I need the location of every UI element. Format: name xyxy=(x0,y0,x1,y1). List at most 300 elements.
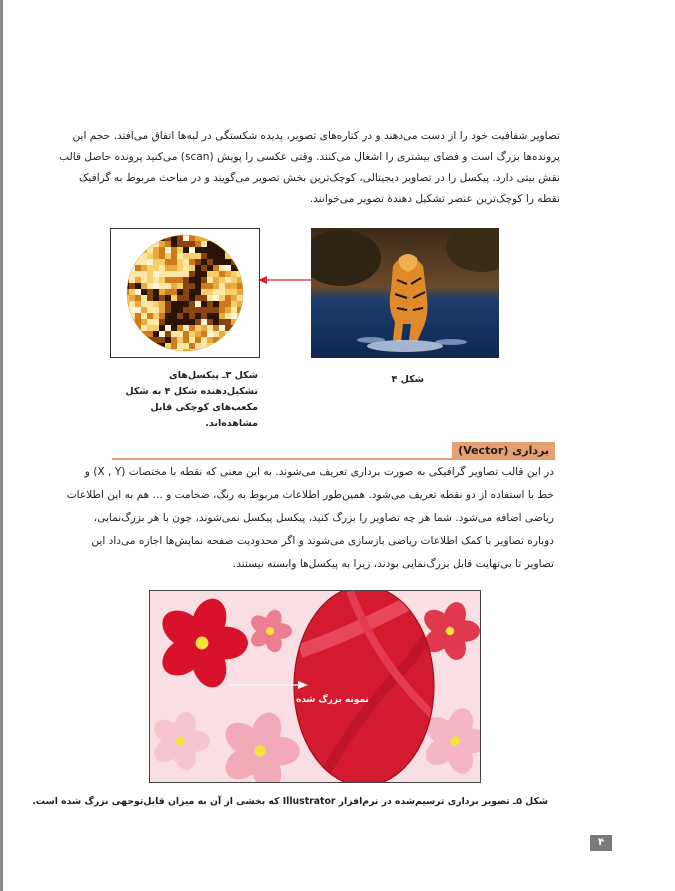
pixel-block xyxy=(183,277,189,283)
pixel-block xyxy=(159,331,165,337)
pixel-block xyxy=(165,229,171,235)
pixel-block xyxy=(123,343,129,349)
pixel-block xyxy=(117,259,123,265)
pixel-block xyxy=(129,235,135,241)
pixel-block xyxy=(195,331,201,337)
pixel-block xyxy=(213,235,219,241)
pixel-block xyxy=(183,331,189,337)
pixel-block xyxy=(189,319,195,325)
figure-pixelated-tiger-eye xyxy=(110,228,260,358)
pixel-block xyxy=(195,277,201,283)
pixel-block xyxy=(195,337,201,343)
pixel-block xyxy=(165,313,171,319)
pixel-block xyxy=(237,247,243,253)
pixel-block xyxy=(171,319,177,325)
pixel-block xyxy=(243,325,249,331)
pixel-block xyxy=(231,295,237,301)
pixel-block xyxy=(177,349,183,355)
pixel-block xyxy=(129,337,135,343)
pixel-block xyxy=(195,355,201,357)
pixel-block xyxy=(225,337,231,343)
pixel-block xyxy=(189,355,195,357)
pixel-block xyxy=(249,349,255,355)
pixel-block xyxy=(231,301,237,307)
pixel-block xyxy=(165,259,171,265)
pixel-block xyxy=(165,277,171,283)
pixel-block xyxy=(111,259,117,265)
pixel-block xyxy=(135,313,141,319)
pixel-block xyxy=(141,337,147,343)
pixel-block xyxy=(195,247,201,253)
pixel-block xyxy=(123,283,129,289)
pixel-block xyxy=(147,271,153,277)
pixel-block xyxy=(165,301,171,307)
pixel-block xyxy=(171,331,177,337)
pixel-block xyxy=(159,253,165,259)
pixel-block xyxy=(141,271,147,277)
paragraph-line: در این قالب تصاویر گرافیکی به صورت برداری تعریف می‌شوند. به این معنی که نقطه با مختصات (X , Y) و xyxy=(84,466,554,478)
pixel-block xyxy=(129,307,135,313)
pixel-block xyxy=(171,307,177,313)
pixel-block xyxy=(153,349,159,355)
pixel-block xyxy=(201,325,207,331)
pixel-block xyxy=(147,259,153,265)
pixel-block xyxy=(129,241,135,247)
pixel-block xyxy=(249,355,255,357)
pixel-block xyxy=(123,331,129,337)
pixel-block xyxy=(117,355,123,357)
pixel-block xyxy=(183,349,189,355)
pixel-block xyxy=(183,271,189,277)
pixel-block xyxy=(171,295,177,301)
pixel-block xyxy=(225,265,231,271)
pixel-block xyxy=(189,277,195,283)
pixel-block xyxy=(243,313,249,319)
pixel-block xyxy=(171,265,177,271)
pixel-block xyxy=(237,289,243,295)
pixel-block xyxy=(153,277,159,283)
pixel-block xyxy=(129,331,135,337)
pixel-block xyxy=(141,265,147,271)
pixel-block xyxy=(243,307,249,313)
pixel-block xyxy=(225,343,231,349)
pixel-block xyxy=(183,289,189,295)
pixel-block xyxy=(213,229,219,235)
pixel-block xyxy=(159,295,165,301)
page-number: ۴ xyxy=(590,835,612,851)
pixel-block xyxy=(201,247,207,253)
pixel-block xyxy=(165,307,171,313)
pixel-block xyxy=(225,271,231,277)
pixel-block xyxy=(111,331,117,337)
pixel-block xyxy=(117,235,123,241)
pixel-block xyxy=(111,301,117,307)
pixel-block xyxy=(249,247,255,253)
pixel-block xyxy=(249,241,255,247)
pixel-block xyxy=(123,241,129,247)
pixel-block xyxy=(207,343,213,349)
pixel-block xyxy=(201,343,207,349)
pixel-block xyxy=(117,319,123,325)
pixel-block xyxy=(255,253,259,259)
pixel-block xyxy=(249,271,255,277)
pixel-block xyxy=(183,247,189,253)
pixel-block xyxy=(123,289,129,295)
pixel-block xyxy=(195,289,201,295)
pixel-block xyxy=(141,235,147,241)
pixel-block xyxy=(195,343,201,349)
pixel-block xyxy=(255,313,259,319)
pixel-block xyxy=(231,349,237,355)
pixel-block xyxy=(219,307,225,313)
pixel-block xyxy=(207,235,213,241)
pixel-block xyxy=(243,247,249,253)
pixel-block xyxy=(231,283,237,289)
pixel-block xyxy=(129,277,135,283)
pixel-block xyxy=(201,301,207,307)
pixel-block xyxy=(165,325,171,331)
pixel-block xyxy=(177,307,183,313)
pixel-block xyxy=(219,355,225,357)
pixel-block xyxy=(243,355,249,357)
pixel-block xyxy=(237,265,243,271)
pixel-block xyxy=(183,319,189,325)
pixel-block xyxy=(207,289,213,295)
pixel-block xyxy=(207,277,213,283)
pixel-block xyxy=(141,259,147,265)
pixel-block xyxy=(231,343,237,349)
pixel-block xyxy=(183,235,189,241)
pixel-block xyxy=(123,259,129,265)
pixel-block xyxy=(183,337,189,343)
pixel-block xyxy=(183,313,189,319)
pixel-block xyxy=(183,283,189,289)
pixel-block xyxy=(159,271,165,277)
pixel-block xyxy=(201,229,207,235)
pixel-block xyxy=(243,277,249,283)
pixel-block xyxy=(153,259,159,265)
pixel-block xyxy=(219,313,225,319)
pixel-block xyxy=(255,265,259,271)
pixel-block xyxy=(243,349,249,355)
pixel-block xyxy=(141,295,147,301)
pixel-block xyxy=(213,325,219,331)
pixel-block xyxy=(249,337,255,343)
pixel-block xyxy=(171,355,177,357)
pixel-block xyxy=(231,229,237,235)
pixel-block xyxy=(117,337,123,343)
pixel-block xyxy=(249,307,255,313)
enlarged-sample-label: نمونه بزرگ شده xyxy=(296,695,369,705)
pixel-block xyxy=(147,343,153,349)
pixel-block xyxy=(135,331,141,337)
pixel-block xyxy=(255,259,259,265)
pixel-block xyxy=(129,259,135,265)
pixel-block xyxy=(195,283,201,289)
pixel-block xyxy=(183,301,189,307)
paragraph-line: تصاویر شفافیت خود را از دست می‌دهند و در کناره‌های تصویر، پدیده شکستگی در لبه‌ها اتفاق می‌افتد. حجم این xyxy=(72,130,560,142)
pixel-block xyxy=(147,277,153,283)
pixel-block xyxy=(141,301,147,307)
pixel-block xyxy=(165,295,171,301)
pixel-block xyxy=(255,301,259,307)
pixel-block xyxy=(177,259,183,265)
pixel-block xyxy=(177,247,183,253)
pixel-block xyxy=(117,349,123,355)
pixel-block xyxy=(225,319,231,325)
pixel-block xyxy=(147,253,153,259)
pixel-block xyxy=(225,259,231,265)
pixel-block xyxy=(195,301,201,307)
pixel-block xyxy=(111,343,117,349)
pixel-block xyxy=(165,319,171,325)
pixel-block xyxy=(153,313,159,319)
pixel-block xyxy=(171,289,177,295)
pixel-block xyxy=(165,289,171,295)
figure3-caption: شکل ۳ـ پیکسل‌های تشکیل‌دهنده شکل ۴ به شکل مکعب‌های کوچکی قابل مشاهده‌اند. xyxy=(125,370,258,429)
paragraph-line: پرونده‌ها بزرگ است و فضای بیشتری را اشغال می‌کنند. وقتی عکسی را پویش (scan) می‌کنید پرونده حاصل قالب xyxy=(59,151,560,163)
pixel-block xyxy=(165,283,171,289)
pixel-block xyxy=(213,253,219,259)
pixel-block xyxy=(123,253,129,259)
pixel-block xyxy=(177,241,183,247)
pixel-block xyxy=(249,331,255,337)
pixel-block xyxy=(171,283,177,289)
pixel-block xyxy=(123,307,129,313)
pixel-block xyxy=(147,331,153,337)
pixel-block xyxy=(159,325,165,331)
pixel-block xyxy=(153,253,159,259)
pixel-block xyxy=(117,253,123,259)
pixel-block xyxy=(177,301,183,307)
paragraph-line: دوباره تصاویر با کمک اطلاعات ریاضی بازسازی می‌شوند و اگر محدودیت صفحه نمایش‌ها اجازه می‌داد این xyxy=(91,535,554,547)
pixel-block xyxy=(207,337,213,343)
pixel-block xyxy=(243,283,249,289)
pixel-block xyxy=(255,307,259,313)
pixel-block xyxy=(237,229,243,235)
pixel-block xyxy=(153,295,159,301)
pixel-block xyxy=(237,241,243,247)
pixel-block xyxy=(249,265,255,271)
pixel-block xyxy=(141,343,147,349)
pixel-block xyxy=(111,271,117,277)
pixel-block xyxy=(225,289,231,295)
pixel-block xyxy=(231,355,237,357)
pixel-block xyxy=(165,337,171,343)
pixel-block xyxy=(129,319,135,325)
pixel-block xyxy=(135,343,141,349)
pixel-block xyxy=(237,295,243,301)
pixel-block xyxy=(207,265,213,271)
pixelated-eye-image xyxy=(111,229,259,357)
pixel-block xyxy=(213,349,219,355)
pixel-block xyxy=(135,271,141,277)
pixel-block xyxy=(171,313,177,319)
pixel-block xyxy=(123,229,129,235)
pixel-block xyxy=(117,277,123,283)
pixel-block xyxy=(231,271,237,277)
pixel-block xyxy=(111,337,117,343)
pixel-block xyxy=(213,265,219,271)
pixel-block xyxy=(243,289,249,295)
pixel-block xyxy=(237,343,243,349)
pixel-block xyxy=(147,349,153,355)
pixel-block xyxy=(219,271,225,277)
zoom-arrow xyxy=(258,274,312,286)
pixel-block xyxy=(177,331,183,337)
pixel-block xyxy=(201,289,207,295)
pixel-block xyxy=(129,295,135,301)
figure-vector-flowers xyxy=(149,590,481,783)
pixel-block xyxy=(213,319,219,325)
pixel-block xyxy=(213,343,219,349)
pixel-block xyxy=(243,259,249,265)
pixel-block xyxy=(177,319,183,325)
pixel-block xyxy=(111,229,117,235)
pixel-block xyxy=(183,307,189,313)
pixel-block xyxy=(165,241,171,247)
pixel-block xyxy=(129,283,135,289)
pixel-block xyxy=(219,235,225,241)
pixel-block xyxy=(213,289,219,295)
pixel-block xyxy=(159,229,165,235)
section-heading-vector: برداری (Vector) xyxy=(452,442,555,459)
pixel-block xyxy=(225,307,231,313)
pixel-block xyxy=(153,319,159,325)
pixel-block xyxy=(243,337,249,343)
pixel-block xyxy=(177,295,183,301)
pixel-block xyxy=(249,295,255,301)
pixel-block xyxy=(189,313,195,319)
pixel-block xyxy=(111,295,117,301)
pixel-block xyxy=(135,355,141,357)
pixel-block xyxy=(135,295,141,301)
pixel-block xyxy=(189,253,195,259)
section-rule xyxy=(112,458,555,460)
pixel-block xyxy=(237,337,243,343)
pixel-block xyxy=(123,355,129,357)
pixel-block xyxy=(135,265,141,271)
pixel-block xyxy=(111,277,117,283)
pixel-block xyxy=(249,319,255,325)
pixel-block xyxy=(141,241,147,247)
pixel-block xyxy=(153,307,159,313)
pixel-block xyxy=(213,295,219,301)
pixel-block xyxy=(135,301,141,307)
pixel-block xyxy=(189,229,195,235)
pixel-block xyxy=(213,283,219,289)
pixel-block xyxy=(141,325,147,331)
pixel-block xyxy=(243,319,249,325)
pixel-block xyxy=(243,229,249,235)
pixel-block xyxy=(123,235,129,241)
pixel-block xyxy=(129,271,135,277)
pixel-block xyxy=(147,229,153,235)
pixel-block xyxy=(237,313,243,319)
pixel-block xyxy=(171,253,177,259)
pixel-block xyxy=(153,301,159,307)
pixel-block xyxy=(171,325,177,331)
pixel-block xyxy=(255,355,259,357)
pixel-block xyxy=(237,325,243,331)
pixel-block xyxy=(201,283,207,289)
pixel-block xyxy=(141,289,147,295)
pixel-block xyxy=(225,277,231,283)
pixel-block xyxy=(165,247,171,253)
pixel-block xyxy=(129,289,135,295)
pixel-block xyxy=(177,355,183,357)
pixel-block xyxy=(249,229,255,235)
pixel-block xyxy=(249,235,255,241)
pixel-block xyxy=(219,295,225,301)
pixel-block xyxy=(189,265,195,271)
pixel-block xyxy=(159,283,165,289)
pixel-block xyxy=(243,253,249,259)
pixel-block xyxy=(159,349,165,355)
pixel-block xyxy=(249,313,255,319)
pixel-block xyxy=(213,277,219,283)
pixel-block xyxy=(231,277,237,283)
pixel-block xyxy=(231,337,237,343)
pixel-block xyxy=(111,241,117,247)
pixel-block xyxy=(255,331,259,337)
pixel-block xyxy=(213,355,219,357)
pixel-block xyxy=(171,259,177,265)
pixel-block xyxy=(159,265,165,271)
pixel-block xyxy=(117,307,123,313)
pixel-block xyxy=(147,265,153,271)
pixel-block xyxy=(219,229,225,235)
pixel-block xyxy=(255,289,259,295)
pixel-block xyxy=(153,343,159,349)
pixel-block xyxy=(219,319,225,325)
pixel-block xyxy=(243,295,249,301)
pixel-block xyxy=(111,349,117,355)
pixel-block xyxy=(189,259,195,265)
pixel-block xyxy=(225,229,231,235)
pixel-block xyxy=(201,241,207,247)
pixel-block xyxy=(159,337,165,343)
pixel-block xyxy=(189,271,195,277)
pixel-block xyxy=(213,313,219,319)
pixel-block xyxy=(117,313,123,319)
pixel-block xyxy=(249,301,255,307)
pixel-block xyxy=(189,295,195,301)
pixel-block xyxy=(189,337,195,343)
pixel-block xyxy=(225,241,231,247)
pixel-block xyxy=(165,349,171,355)
pixel-block xyxy=(135,229,141,235)
pixel-block xyxy=(207,325,213,331)
pixel-block xyxy=(201,271,207,277)
pixel-block xyxy=(249,289,255,295)
paragraph-line: نقطه را کوچک‌ترین عنصر تشکیل دهندهٔ تصویر می‌خوانند. xyxy=(309,193,560,205)
pixel-block xyxy=(117,301,123,307)
pixel-block xyxy=(165,343,171,349)
pixel-block xyxy=(183,343,189,349)
pixel-block xyxy=(207,253,213,259)
pixel-block xyxy=(201,277,207,283)
pixel-block xyxy=(117,247,123,253)
pixel-block xyxy=(225,325,231,331)
pixel-block xyxy=(153,355,159,357)
pixel-block xyxy=(189,331,195,337)
pixel-block xyxy=(255,247,259,253)
pixel-block xyxy=(243,331,249,337)
pixel-block xyxy=(219,265,225,271)
pixel-block xyxy=(219,301,225,307)
pixel-block xyxy=(195,253,201,259)
